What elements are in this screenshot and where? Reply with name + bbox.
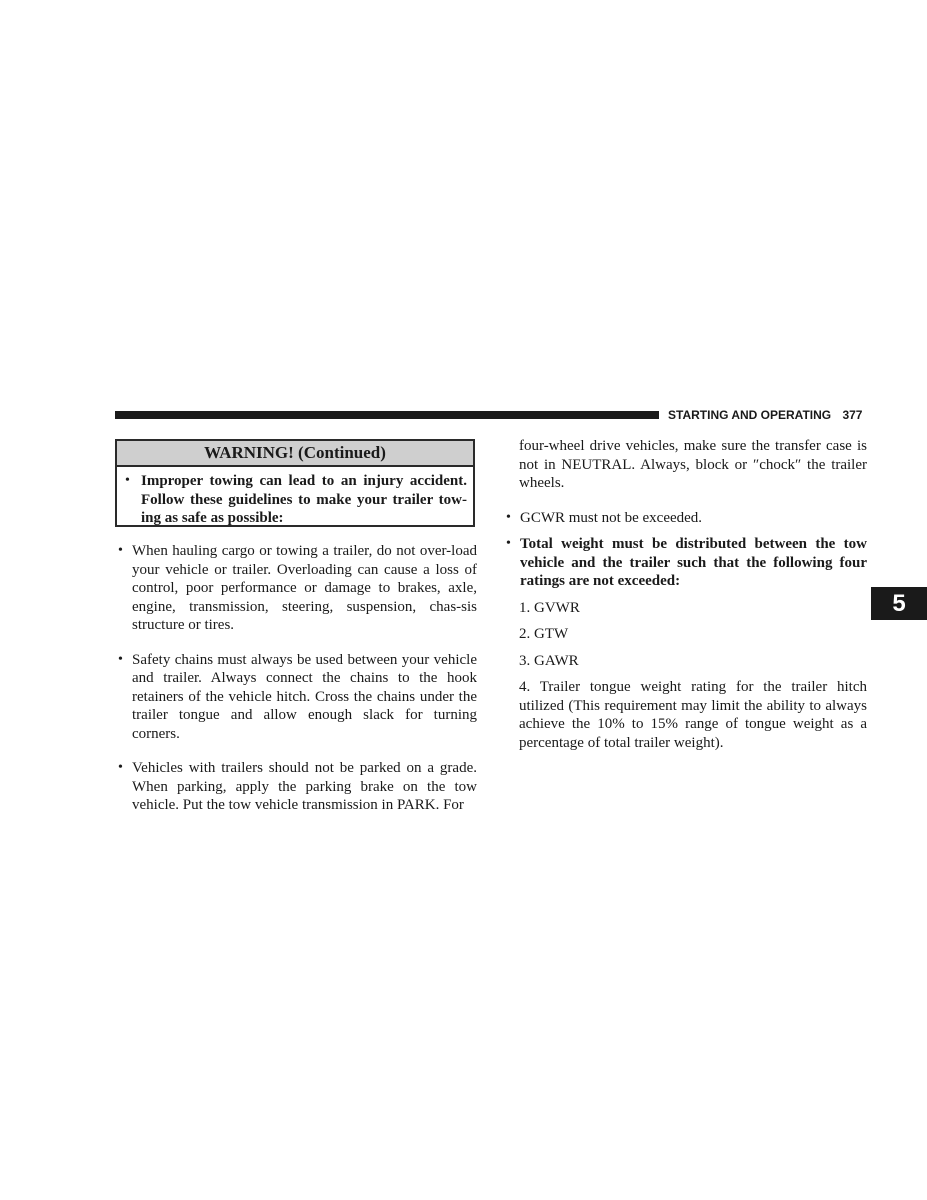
list-item [503,509,867,528]
bullet-icon: • [118,543,123,558]
list-item [115,651,477,744]
left-column [115,542,477,831]
bullet-icon: • [506,509,511,525]
rating-item: 3. GAWR [519,652,579,669]
list-item-text: Total weight must be distributed between the tow vehicle and the trailer such that the following four ratings are not exceeded: [520,536,867,589]
list-item-text: Safety chains must always be used between your vehicle and trailer. Always connect the chains to the hook retainers of the vehicle hitch. Cross the chains under the trailer tongue and allow enough slack for turning corners. [132,651,477,742]
list-item [115,542,477,635]
header-rule [115,411,659,419]
list-item [503,535,867,591]
right-column [503,437,867,760]
rating-item-4: 4. Trailer tongue weight rating for the trailer hitch utilized (This requirement may limit the ability to always achieve the 10% to 15% range of tongue weight as a percentage of total trailer weight). [519,679,867,751]
warning-item [117,467,473,528]
list-item-text: GCWR must not be exceeded. [520,509,703,526]
bullet-icon: • [118,760,123,775]
bullet-icon: • [506,536,511,551]
running-head [668,407,868,423]
chapter-tab: 5 [871,587,927,620]
section-title: STARTING AND OPERATING [668,408,832,422]
list-item-text: Vehicles with trailers should not be parked on a grade. When parking, apply the parking brake on the tow vehicle. Put the tow vehicle transmission in PARK. For [132,760,477,813]
list-item-text: When hauling cargo or towing a trailer, do not over-load your vehicle or trailer. Overloading can cause a loss of control, poor performance or damage to brakes, axle, engine, transmission, steering, suspension, chas-sis structure or tires. [132,543,477,633]
warning-text: Improper towing can lead to an injury accident. Follow these guidelines to make your trailer tow-ing as safe as possible: [141,473,467,526]
rating-item: 1. GVWR [519,599,580,616]
bullet-icon: • [125,473,130,488]
list-item [115,759,477,815]
warning-title: WARNING! (Continued) [117,441,473,467]
bullet-icon: • [118,651,123,667]
page-number: 377 [842,408,863,422]
warning-box [115,439,475,527]
continuation-paragraph: four-wheel drive vehicles, make sure the transfer case is not in NEUTRAL. Always, block or ″chock″ the trailer wheels. [519,438,867,491]
rating-item: 2. GTW [519,626,569,642]
